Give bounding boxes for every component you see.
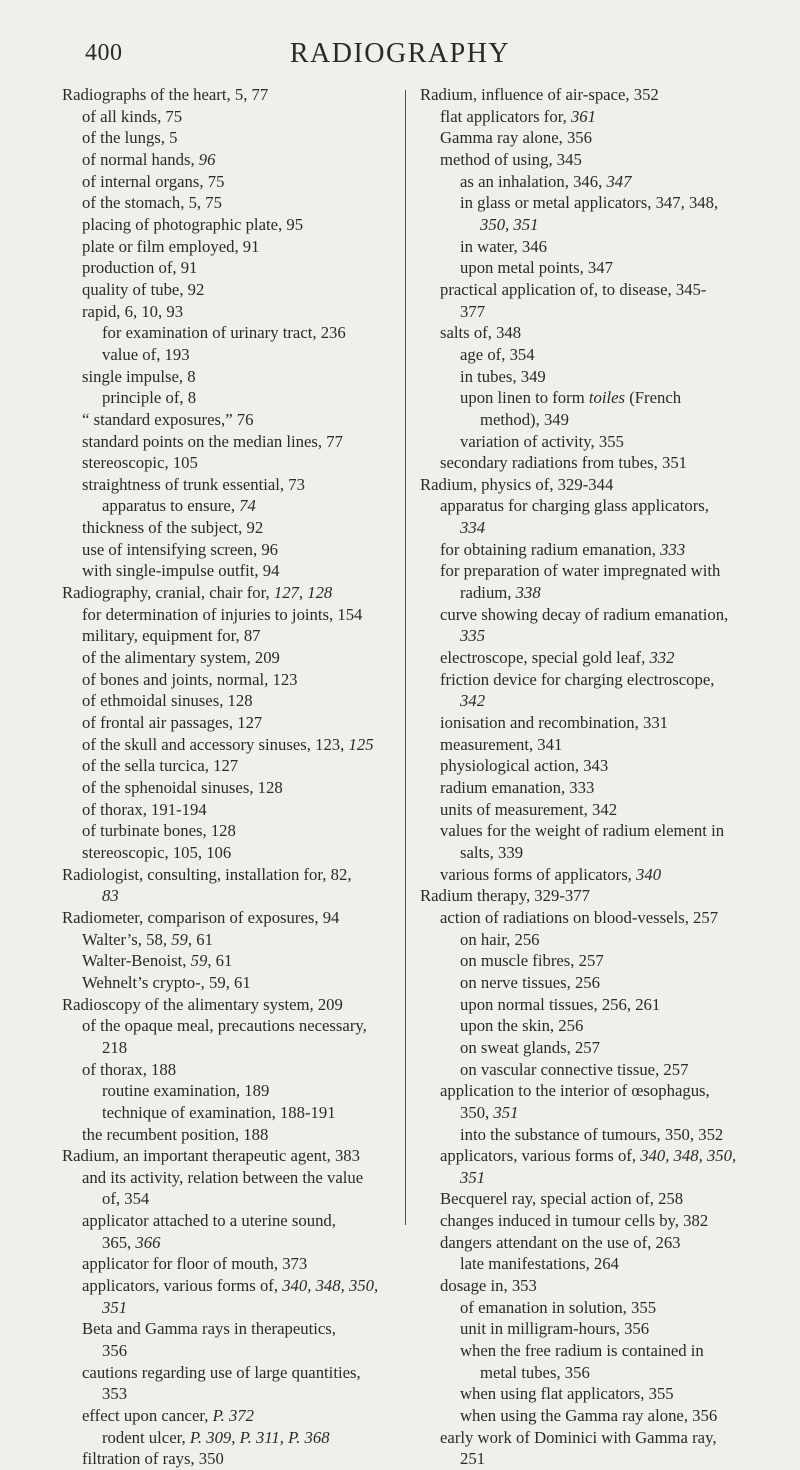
index-entry: [420, 539, 750, 561]
index-text: straightness of trunk essential, 73: [82, 474, 305, 494]
index-text: on muscle fibres, 257: [460, 951, 604, 971]
index-entry: [62, 1037, 402, 1059]
index-text: of the sphenoidal sinuses, 128: [82, 778, 283, 797]
index-text: production of, 91: [82, 258, 198, 278]
index-entry: [62, 842, 402, 864]
index-entry: [62, 495, 402, 517]
index-text: of emanation in solution, 355: [460, 1297, 657, 1317]
index-text: Radioscopy of the alimentary system, 209: [62, 994, 343, 1014]
index-entry: [62, 1427, 402, 1449]
index-text: of the skull and accessory sinuses, 123,: [82, 734, 349, 754]
index-entry: [62, 734, 402, 756]
index-entry: [62, 1232, 402, 1254]
index-entry: [420, 1210, 750, 1232]
index-page-ref: 351: [102, 1297, 128, 1317]
index-page-ref: 366: [135, 1232, 161, 1252]
index-entry: [62, 625, 402, 647]
index-text: value of, 193: [102, 344, 190, 364]
index-page-ref: 347: [606, 171, 632, 191]
index-entry: [62, 84, 402, 106]
index-entry: [62, 517, 402, 539]
index-page-ref: P. 309, P. 311, P. 368: [189, 1427, 330, 1447]
index-entry: [62, 604, 402, 626]
index-page-ref: 335: [460, 626, 486, 646]
index-entry: [420, 127, 750, 149]
index-entry: [62, 755, 402, 777]
index-text: filtration of rays, 350: [82, 1449, 224, 1469]
index-text: the recumbent position, 188: [82, 1124, 269, 1144]
index-entry: [62, 1275, 402, 1297]
index-page-ref: 333: [660, 539, 686, 559]
index-text: Radium, an important therapeutic agent, 383: [62, 1146, 360, 1166]
index-text: measurement, 341: [440, 734, 563, 754]
index-entry: [420, 1188, 750, 1210]
index-text: flat applicators for,: [440, 106, 571, 126]
index-entry: [62, 452, 402, 474]
index-entry: [62, 885, 402, 907]
index-entry: [62, 1080, 402, 1102]
index-entry: [62, 1124, 402, 1146]
index-text: upon linen to form: [460, 388, 589, 408]
index-text: metal tubes, 356: [480, 1362, 590, 1382]
index-text: Radium therapy, 329-377: [420, 886, 590, 906]
index-page-ref: P. 372: [212, 1406, 255, 1426]
index-text: “ standard exposures,” 76: [82, 409, 254, 429]
index-entry: [420, 1102, 750, 1124]
index-entry: [62, 647, 402, 669]
index-entry: [62, 1340, 402, 1362]
index-text: action of radiations on blood-vessels, 257: [440, 907, 719, 927]
index-text: variation of activity, 355: [460, 431, 624, 451]
index-text: when using flat applicators, 355: [460, 1384, 674, 1404]
index-entry: [420, 387, 750, 409]
index-text: practical application of, to disease, 345-: [440, 279, 707, 299]
index-page-ref: 127, 128: [273, 583, 333, 603]
index-text: upon metal points, 347: [460, 258, 613, 278]
index-text: single impulse, 8: [82, 366, 196, 386]
index-text: radium,: [460, 583, 516, 603]
index-text: units of measurement, 342: [440, 799, 618, 819]
index-entry: [420, 560, 750, 582]
index-entry: [62, 366, 402, 388]
index-entry: [62, 907, 402, 929]
index-text: plate or film employed, 91: [82, 236, 260, 256]
index-text: Wehnelt’s crypto-, 59, 61: [82, 972, 251, 992]
index-column-left: [62, 84, 402, 1470]
index-entry: [62, 1102, 402, 1124]
index-text: values for the weight of radium element in: [440, 821, 725, 841]
index-entry: [62, 1297, 402, 1319]
index-entry: [420, 1167, 750, 1189]
index-text: (French: [625, 388, 682, 408]
index-text: of thorax, 191-194: [82, 799, 207, 819]
index-page-ref: 125: [348, 734, 374, 754]
index-text: quality of tube, 92: [82, 279, 205, 299]
index-text: apparatus to ensure,: [102, 496, 240, 516]
index-entry: [420, 907, 750, 929]
index-entry: [420, 171, 750, 193]
index-text: of the alimentary system, 209: [82, 648, 280, 668]
index-entry: [420, 1015, 750, 1037]
index-entry: [420, 864, 750, 886]
index-text: applicator attached to a uterine sound,: [82, 1211, 336, 1231]
index-entry: [420, 994, 750, 1016]
index-text: late manifestations, 264: [460, 1254, 619, 1274]
index-entry: [420, 690, 750, 712]
index-entry: [62, 1015, 402, 1037]
index-text: curve showing decay of radium emanation,: [440, 604, 729, 624]
index-text: Radiometer, comparison of exposures, 94: [62, 907, 340, 927]
index-entry: [420, 257, 750, 279]
index-text: rapid, 6, 10, 93: [82, 301, 184, 321]
index-text: Gamma ray alone, 356: [440, 128, 592, 148]
index-page-ref: 351: [460, 1167, 486, 1187]
index-text: into the substance of tumours, 350, 352: [460, 1124, 724, 1144]
index-entry: [420, 106, 750, 128]
index-entry: [420, 1383, 750, 1405]
index-column-right: [420, 84, 750, 1470]
index-page-ref: 59: [190, 951, 208, 971]
index-text: physiological action, 343: [440, 756, 609, 776]
index-entry: [420, 84, 750, 106]
index-page-ref: 342: [460, 691, 486, 711]
index-entry: [420, 755, 750, 777]
index-entry: [420, 344, 750, 366]
index-page-ref: 338: [515, 583, 541, 603]
index-text: stereoscopic, 105, 106: [82, 842, 232, 862]
index-entry: [62, 1318, 402, 1340]
index-entry: [420, 301, 750, 323]
index-text: Radiography, cranial, chair for,: [62, 583, 274, 603]
index-text: Radium, influence of air-space, 352: [420, 85, 659, 104]
index-text: salts of, 348: [440, 323, 522, 343]
index-entry: [420, 474, 750, 496]
index-text: various forms of applicators,: [440, 864, 637, 884]
index-text: of internal organs, 75: [82, 171, 225, 191]
index-entry: [62, 582, 402, 604]
index-entry: [420, 1124, 750, 1146]
index-text: on nerve tissues, 256: [460, 972, 600, 992]
index-entry: [62, 929, 402, 951]
index-text: of the lungs, 5: [82, 128, 178, 148]
index-text: in glass or metal applicators, 347, 348,: [460, 193, 719, 213]
index-entry: [62, 864, 402, 886]
index-entry: [420, 669, 750, 691]
index-entry: [62, 799, 402, 821]
index-entry: [62, 322, 402, 344]
index-text: Becquerel ray, special action of, 258: [440, 1189, 684, 1209]
index-entry: [62, 1188, 402, 1210]
index-text: dangers attendant on the use of, 263: [440, 1232, 681, 1252]
index-text: when using the Gamma ray alone, 356: [460, 1406, 718, 1426]
index-text: Radiographs of the heart, 5, 77: [62, 85, 269, 104]
index-text: Radium, physics of, 329-344: [420, 474, 614, 494]
index-text: of normal hands,: [82, 149, 199, 169]
index-text: upon the skin, 256: [460, 1016, 584, 1036]
index-page-ref: 350, 351: [480, 214, 539, 234]
index-entry: [420, 582, 750, 604]
index-entry: [420, 734, 750, 756]
index-text: effect upon cancer,: [82, 1406, 213, 1426]
index-entry: [62, 387, 402, 409]
index-text: secondary radiations from tubes, 351: [440, 453, 688, 473]
index-entry: [420, 950, 750, 972]
index-entry: [420, 1145, 750, 1167]
index-text: with single-impulse outfit, 94: [82, 561, 280, 581]
index-entry: [420, 647, 750, 669]
index-text: applicator for floor of mouth, 373: [82, 1254, 308, 1274]
running-title: RADIOGRAPHY: [289, 38, 511, 69]
index-page-ref: 334: [460, 518, 486, 538]
index-entry: [420, 820, 750, 842]
index-entry: [62, 431, 402, 453]
index-entry: [62, 171, 402, 193]
index-entry: [420, 431, 750, 453]
index-text: radium emanation, 333: [440, 778, 595, 797]
index-page-ref: 74: [239, 496, 256, 516]
index-text: in water, 346: [460, 236, 547, 256]
index-text: of ethmoidal sinuses, 128: [82, 691, 253, 711]
index-entry: [420, 842, 750, 864]
index-page-ref: toiles: [588, 388, 626, 408]
index-entry: [62, 950, 402, 972]
index-entry: [62, 127, 402, 149]
index-text: Beta and Gamma rays in therapeutics,: [82, 1319, 336, 1339]
index-text: 377: [460, 301, 486, 321]
index-text: changes induced in tumour cells by, 382: [440, 1211, 709, 1231]
index-text: applicators, various forms of,: [440, 1146, 641, 1166]
index-entry: [62, 236, 402, 258]
index-text: for determination of injuries to joints, 154: [82, 604, 363, 624]
index-page-ref: 351: [493, 1102, 519, 1122]
index-entry: [420, 1080, 750, 1102]
index-entry: [420, 452, 750, 474]
index-text: routine examination, 189: [102, 1081, 270, 1101]
index-entry: [62, 474, 402, 496]
index-text: in tubes, 349: [460, 366, 546, 386]
index-entry: [62, 409, 402, 431]
index-text: thickness of the subject, 92: [82, 518, 264, 538]
index-entry: [420, 1297, 750, 1319]
index-entry: [62, 1145, 402, 1167]
index-text: of frontal air passages, 127: [82, 713, 263, 733]
index-entry: [420, 1318, 750, 1340]
index-entry: [62, 149, 402, 171]
index-entry: [62, 1059, 402, 1081]
index-text: friction device for charging electroscope,: [440, 669, 715, 689]
index-text: 218: [102, 1037, 128, 1057]
index-entry: [62, 1210, 402, 1232]
index-entry: [62, 560, 402, 582]
index-text: application to the interior of œsophagus,: [440, 1081, 710, 1101]
index-entry: [420, 972, 750, 994]
index-text: early work of Dominici with Gamma ray,: [440, 1427, 717, 1447]
index-entry: [420, 625, 750, 647]
index-entry: [420, 1427, 750, 1449]
index-entry: [420, 1340, 750, 1362]
index-entry: [62, 1405, 402, 1427]
index-text: of thorax, 188: [82, 1059, 177, 1079]
index-text: of bones and joints, normal, 123: [82, 669, 298, 689]
index-text: Walter-Benoist,: [82, 951, 191, 971]
index-text: technique of examination, 188-191: [102, 1102, 336, 1122]
index-entry: [62, 214, 402, 236]
index-text: , 61: [187, 929, 213, 949]
index-entry: [420, 192, 750, 214]
index-page-ref: 83: [102, 886, 119, 906]
index-text: upon normal tissues, 256, 261: [460, 994, 661, 1014]
index-text: rodent ulcer,: [102, 1427, 190, 1447]
index-page-ref: 96: [198, 149, 216, 169]
index-entry: [62, 820, 402, 842]
index-entry: [62, 539, 402, 561]
index-text: applicators, various forms of,: [82, 1276, 283, 1296]
index-text: for preparation of water impregnated with: [440, 561, 721, 581]
index-entry: [420, 322, 750, 344]
index-entry: [420, 495, 750, 517]
index-text: salts, 339: [460, 842, 524, 862]
index-text: of the stomach, 5, 75: [82, 193, 222, 213]
index-entry: [62, 1362, 402, 1384]
index-entry: [420, 604, 750, 626]
index-text: age of, 354: [460, 344, 535, 364]
index-entry: [62, 279, 402, 301]
index-entry: [420, 712, 750, 734]
index-entry: [420, 409, 750, 431]
index-text: 353: [102, 1384, 128, 1404]
index-text: Walter’s, 58,: [82, 929, 172, 949]
index-text: of, 354: [102, 1189, 150, 1209]
index-entry: [420, 1253, 750, 1275]
index-entry: [420, 1448, 750, 1470]
index-text: military, equipment for, 87: [82, 626, 261, 646]
index-entry: [62, 344, 402, 366]
index-entry: [62, 1383, 402, 1405]
index-text: when the free radium is contained in: [460, 1341, 704, 1361]
index-text: of the sella turcica, 127: [82, 756, 239, 776]
page-number: 400: [85, 40, 123, 66]
index-text: placing of photographic plate, 95: [82, 214, 304, 234]
index-text: on sweat glands, 257: [460, 1037, 600, 1057]
index-text: method of using, 345: [440, 149, 582, 169]
index-text: dosage in, 353: [440, 1276, 537, 1296]
index-page-ref: 361: [570, 106, 596, 126]
index-entry: [62, 192, 402, 214]
index-entry: [62, 777, 402, 799]
index-entry: [420, 517, 750, 539]
index-text: , 61: [207, 951, 233, 971]
index-entry: [420, 777, 750, 799]
index-text: 350,: [460, 1102, 494, 1122]
index-entry: [62, 690, 402, 712]
index-text: 251: [460, 1449, 486, 1469]
index-page-ref: 340, 348, 350,: [282, 1276, 379, 1296]
index-page-ref: 340: [636, 864, 662, 884]
index-text: cautions regarding use of large quantities,: [82, 1362, 361, 1382]
index-entry: [62, 301, 402, 323]
index-entry: [420, 1362, 750, 1384]
index-entry: [62, 257, 402, 279]
index-entry: [62, 1253, 402, 1275]
index-text: unit in milligram-hours, 356: [460, 1319, 650, 1339]
index-text: for examination of urinary tract, 236: [102, 323, 346, 343]
column-divider: [405, 90, 406, 1225]
index-entry: [420, 929, 750, 951]
index-text: principle of, 8: [102, 388, 197, 408]
index-page-ref: 340, 348, 350,: [640, 1146, 737, 1166]
page-header: [0, 38, 800, 78]
index-entry: [420, 279, 750, 301]
index-text: on vascular connective tissue, 257: [460, 1059, 689, 1079]
index-entry: [420, 366, 750, 388]
index-text: 365,: [102, 1232, 136, 1252]
index-text: stereoscopic, 105: [82, 453, 198, 473]
index-entry: [420, 214, 750, 236]
index-text: 356: [102, 1341, 128, 1361]
index-text: of all kinds, 75: [82, 106, 183, 126]
index-text: as an inhalation, 346,: [460, 171, 607, 191]
index-entry: [62, 972, 402, 994]
index-text: Radiologist, consulting, installation for, 82,: [62, 864, 352, 884]
index-entry: [420, 1405, 750, 1427]
index-text: method), 349: [480, 409, 569, 429]
index-entry: [420, 1275, 750, 1297]
index-page-ref: 59: [171, 929, 188, 949]
index-entry: [62, 106, 402, 128]
index-entry: [62, 712, 402, 734]
index-text: ionisation and recombination, 331: [440, 713, 669, 733]
index-text: use of intensifying screen, 96: [82, 539, 279, 559]
index-text: apparatus for charging glass applicators,: [440, 496, 709, 516]
index-entry: [420, 1059, 750, 1081]
index-entry: [62, 1448, 402, 1470]
index-text: of the opaque meal, precautions necessary,: [82, 1016, 367, 1036]
index-text: standard points on the median lines, 77: [82, 431, 343, 451]
index-text: for obtaining radium emanation,: [440, 539, 661, 559]
index-entry: [420, 885, 750, 907]
index-entry: [420, 1037, 750, 1059]
index-entry: [420, 1232, 750, 1254]
index-text: electroscope, special gold leaf,: [440, 648, 650, 668]
index-entry: [420, 236, 750, 258]
index-entry: [62, 994, 402, 1016]
index-entry: [62, 669, 402, 691]
index-page-ref: 332: [649, 648, 675, 668]
index-text: on hair, 256: [460, 929, 540, 949]
index-text: and its activity, relation between the value: [82, 1167, 364, 1187]
index-entry: [62, 1167, 402, 1189]
index-entry: [420, 799, 750, 821]
index-text: of turbinate bones, 128: [82, 821, 236, 841]
index-entry: [420, 149, 750, 171]
